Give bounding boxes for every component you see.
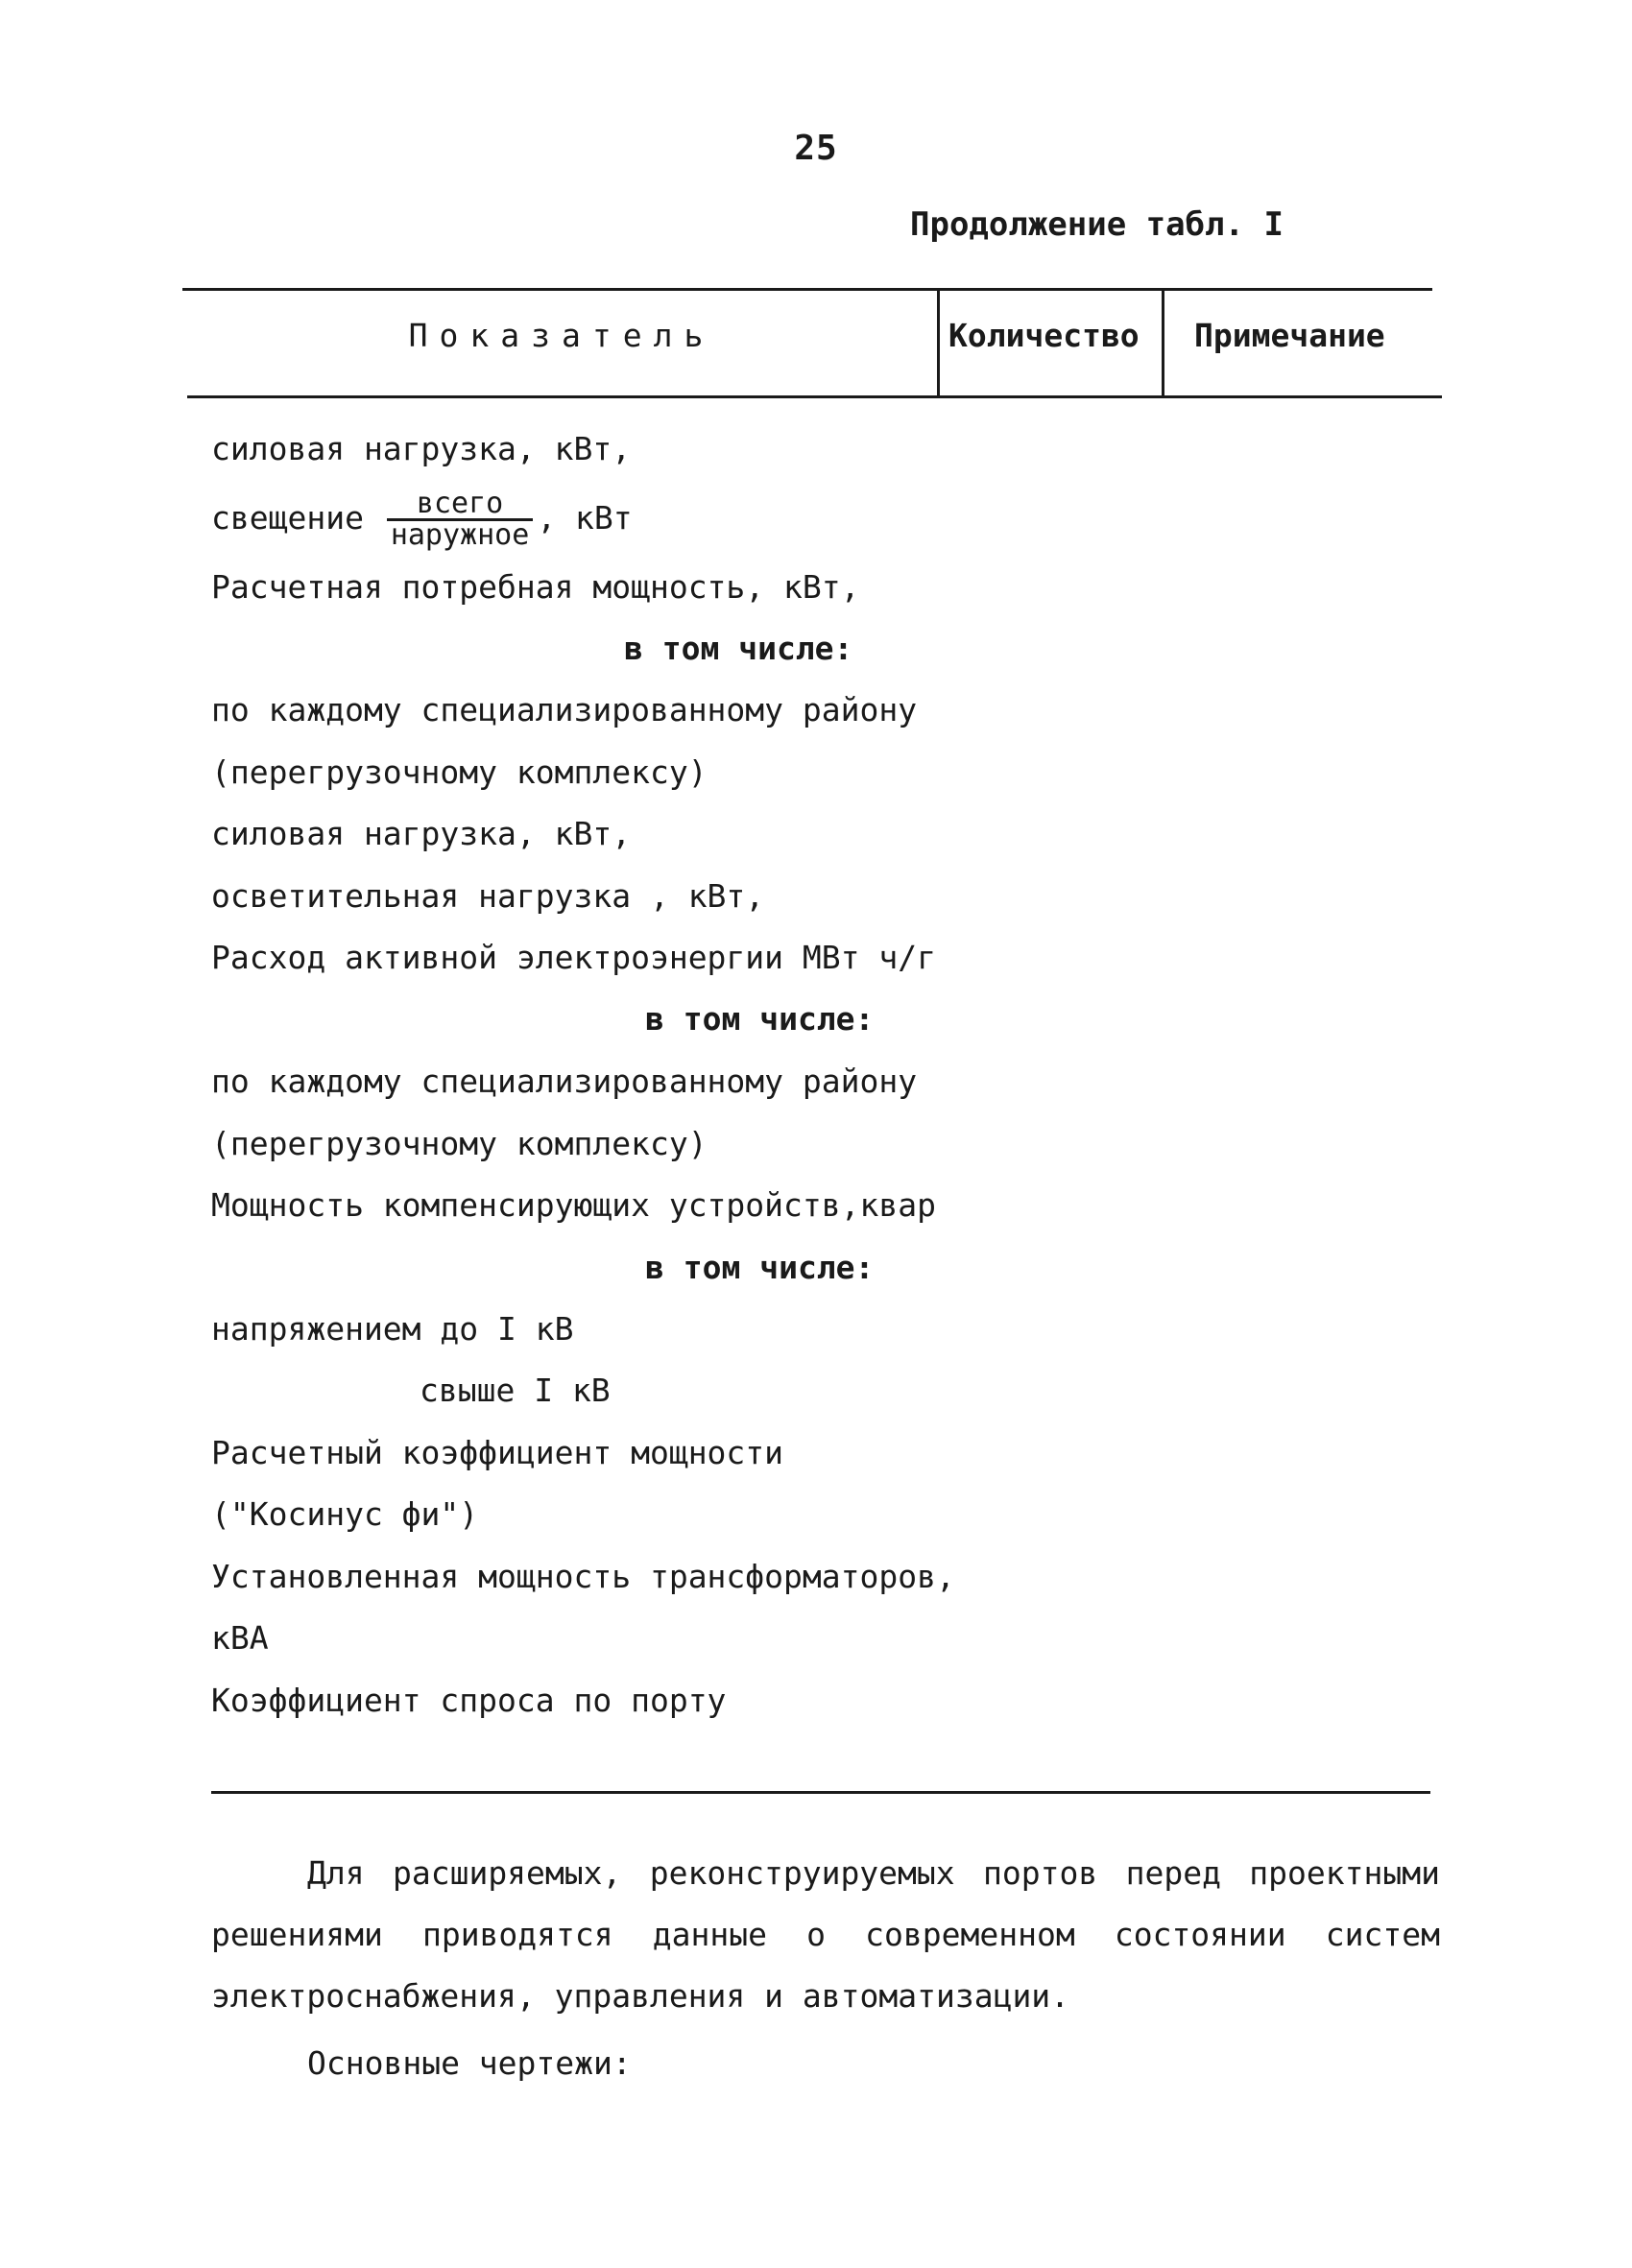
table-row: (перегрузочному комплексу) [211,1125,708,1162]
table-continuation-label: Продолжение табл. I [910,205,1284,244]
table-top-rule [182,288,1432,291]
table-header-bottom-rule [187,395,1442,398]
header-indicator: Показатель [408,317,715,354]
fraction-denominator: наружное [390,518,530,552]
table-bottom-rule [211,1791,1430,1794]
table-row: кВА [211,1619,269,1657]
drawings-label: Основные чертежи: [307,2044,632,2082]
table-row: ("Косинус фи") [211,1495,479,1533]
table-row: Коэффициент спроса по порту [211,1682,727,1719]
table-row [211,489,633,550]
header-note: Примечание [1194,317,1385,354]
table-row: Расчетная потребная мощность, кВт, [211,568,860,606]
table-row: силовая нагрузка, кВт, [211,815,632,852]
table-row: по каждому специализированному району [211,1062,918,1100]
body-paragraph [211,1843,1440,2027]
row-prefix: свещение [211,499,383,537]
table-row: Мощность компенсирующих устройств,квар [211,1186,936,1224]
fraction-numerator: всего [387,489,534,521]
table-row: (перегрузочному комплексу) [211,753,708,791]
paragraph-text: Для расширяемых, реконструируемых портов перед проектными решениями приводятся данные о современном состоянии систем электроснабжения, управления и автоматизации. [211,1854,1440,2015]
table-row: Установленная мощность трансформаторов, [211,1558,955,1595]
table-row: напряжением до I кВ [211,1310,574,1348]
row-suffix: , кВт [537,499,633,537]
table-row: силовая нагрузка, кВт, [211,430,632,467]
table-row: в том числе: [645,1249,875,1286]
table-row: в том числе: [645,1000,875,1038]
table-row: свыше I кВ [420,1372,611,1409]
fraction [387,489,534,550]
table-row: в том числе: [624,630,853,667]
table-row: осветительная нагрузка , кВт, [211,877,765,915]
page-number: 25 [794,129,838,168]
table-column-divider-2 [1162,288,1164,395]
table-row: по каждому специализированному району [211,691,918,728]
table-row: Расход активной электроэнергии МВт ч/г [211,939,936,976]
header-quantity: Количество [948,317,1140,354]
table-row: Расчетный коэффициент мощности [211,1434,784,1471]
